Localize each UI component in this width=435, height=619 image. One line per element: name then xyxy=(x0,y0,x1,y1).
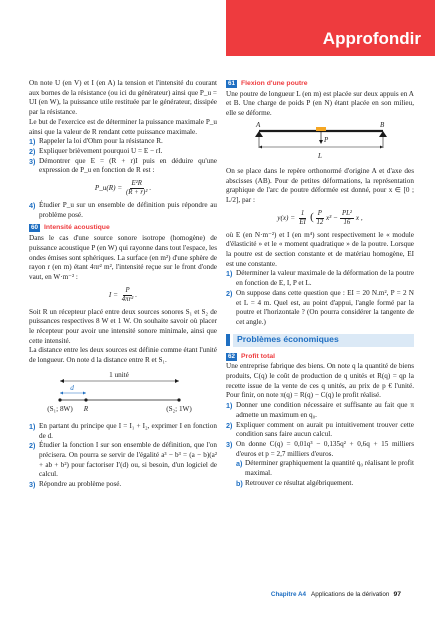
question-number: 1) xyxy=(29,421,36,431)
exercise-text: On se place dans le repère orthonormé d'origine A et d'axe des abscisses (AB). Pour de petites déformations, la représentation graphique de l'arc de poutre déformée est donné, pour x ∈ [0 ; L/2], par : xyxy=(226,166,414,204)
question-item xyxy=(226,401,414,420)
question-number: 2) xyxy=(29,441,36,451)
point-a-label: A xyxy=(256,120,261,129)
s2-label: (S₂; 1W) xyxy=(166,404,192,413)
eq-end: . xyxy=(135,290,138,299)
s1-label: (S₁; 8W) xyxy=(47,404,73,413)
section-title: Problèmes économiques xyxy=(233,334,414,347)
fraction xyxy=(122,287,134,304)
intro-paragraph: Le but de l'exercice est de déterminer la puissance maximale P_u ainsi que la valeur de R rendant cette puissance maximale. xyxy=(29,117,217,136)
exercise-text: où E (en N·m⁻²) et I (en m⁴) sont respectivement le « module d'élasticité » et le « moment quadratique » de la poutre. Lorsque la poutre est de section constante et de matériau homogène, EI est une constante. xyxy=(226,230,414,268)
question-text: Étudier P_u sur un ensemble de définition puis répondre au problème posé. xyxy=(39,201,217,219)
eq-lhs: I = xyxy=(108,290,118,299)
s2-point xyxy=(177,398,180,401)
question-item xyxy=(29,441,217,480)
question-item xyxy=(29,201,217,220)
question-text: Expliquer comment on aurait pu intuitivement trouver cette condition sans faire aucun calcul. xyxy=(236,420,414,439)
question-number: 3) xyxy=(29,156,36,166)
question-text: On donne C(q) = 0,01q³ − 0,135q² + 0,6q + 15 milliers d'euros et p = 2,7 milliers d'euros. xyxy=(236,439,414,458)
subquestion-letter: a) xyxy=(236,459,243,469)
denominator: 12 xyxy=(316,218,324,226)
unit-label: 1 unité xyxy=(109,370,129,379)
exercise-header xyxy=(226,352,414,362)
length-label: L xyxy=(318,151,322,160)
question-number: 1) xyxy=(226,269,233,279)
s1-point xyxy=(58,398,61,401)
question-item xyxy=(29,480,217,490)
question-number: 2) xyxy=(226,288,233,298)
equation-deformation: y(x) = $\frac{1}{EI}$ ( $\frac{P}{12}$ x³ − $\frac{\text{PL²}}{16}$ x , xyxy=(277,209,363,226)
exercise-badge: 62 xyxy=(228,352,236,360)
question-text: Expliquer brièvement pourquoi U = E − rI. xyxy=(39,146,163,155)
question-item xyxy=(29,147,217,157)
footer-chapter: Chapitre A4 xyxy=(270,591,307,598)
eq-lhs: P_u(R) = xyxy=(94,184,123,193)
numerator: 1 xyxy=(300,209,305,217)
eq-mid: x³ − xyxy=(325,213,338,222)
equation-puissance xyxy=(29,180,217,197)
sources-diagram xyxy=(29,368,217,418)
fraction xyxy=(299,210,306,227)
right-column xyxy=(226,79,414,489)
subquestion-item xyxy=(236,479,414,489)
question-text: Donner une condition nécessaire et suffisante au fait que π admette un maximum en q₀. xyxy=(236,401,414,419)
exercise-badge: 61 xyxy=(228,79,236,87)
numerator: P xyxy=(317,209,322,217)
beam-diagram xyxy=(226,121,414,163)
numerator: PL² xyxy=(341,209,352,217)
question-item xyxy=(226,440,414,459)
question-number: 1) xyxy=(29,137,36,147)
intro-paragraph: On note U (en V) et I (en A) la tension et l'intensité du courant aux bornes de la résistance (ou ici du générateur) ainsi que P_u = UI (en W), la puissance utile restituée par le générateur, dissipée par la résistance. xyxy=(29,79,217,117)
question-item xyxy=(29,137,217,147)
question-item xyxy=(29,157,217,176)
page-footer xyxy=(271,591,401,598)
exercise-text: Dans le cas d'une source sonore isotrope (homogène) de puissance acoustique P (en W) qui rayonne dans tout l'espace, les ondes émises sont sphériques. La surface (en m²) d'une sphère de rayon r (en m) étant 4πr² m², l'intensité reçue sur le front d'onde vaut, en W·m⁻² : xyxy=(29,234,217,281)
question-number: 2) xyxy=(29,146,36,156)
header-title: Approfondir xyxy=(322,29,421,48)
eq-end: x , xyxy=(355,213,363,222)
question-number: 4) xyxy=(29,201,36,211)
exercise-header xyxy=(29,223,217,233)
exercise-title: Profit total xyxy=(241,352,275,360)
r-label: R xyxy=(83,404,89,413)
subquestion-text: Déterminer graphiquement la quantité q₀ réalisant le profit maximal. xyxy=(245,459,414,478)
question-item xyxy=(29,422,217,441)
weight-label: P xyxy=(324,135,329,144)
question-number: 3) xyxy=(226,439,233,449)
load-block xyxy=(316,127,326,131)
exercise-title: Intensité acoustique xyxy=(44,224,110,232)
question-item xyxy=(226,289,414,328)
exercise-text: Une entreprise fabrique des biens. On note q la quantité de biens produits, C(q) le coût de production de q unités et R(q) = qp la recette issue de la vente de ces q unités, au prix de p € l'unité. Pour finir, on note π(q) = R(q) − C(q) le profit réalisé. xyxy=(226,362,414,400)
subquestion-letter: b) xyxy=(236,478,243,488)
exercise-header xyxy=(226,79,414,89)
question-text: Déterminer la valeur maximale de la déformation de la poutre en fonction de E, I, P et L. xyxy=(236,269,414,288)
question-item xyxy=(226,269,414,288)
question-text: Étudier la fonction I sur son ensemble de définition, que l'on précisera. On pourra se servir de l'égalité a³ − b³ = (a − b)(a² + ab + b²) pour factoriser I′(d) ou, si besoin, d'un logiciel de calcul. xyxy=(39,441,217,479)
question-item xyxy=(226,421,414,440)
numerator: P xyxy=(125,286,130,294)
footer-title: Applications de la dérivation xyxy=(311,591,390,598)
d-label: d xyxy=(70,383,74,392)
left-column xyxy=(29,79,217,490)
exercise-text: Soit R un récepteur placé entre deux sources sonores S₁ et S₂ de puissances respectives 8 W et 1 W. On souhaite savoir où placer le récepteur pour avoir une intensité sonore minimale, ainsi que cette intensité. xyxy=(29,307,217,345)
fraction xyxy=(316,210,324,227)
denominator: EI xyxy=(299,218,306,226)
section-heading xyxy=(226,334,414,347)
eq-lhs: y(x) = xyxy=(277,213,296,222)
denominator: (R + r)² xyxy=(126,189,148,197)
force-arrowhead xyxy=(319,140,323,144)
equation-intensite xyxy=(29,287,217,304)
exercise-badge: 60 xyxy=(31,224,39,232)
question-text: En partant du principe que I = I₁ + I₂, exprimer I en fonction de d. xyxy=(39,421,217,440)
fraction xyxy=(340,210,354,227)
fraction xyxy=(126,180,147,197)
point-b-label: B xyxy=(380,120,385,129)
numerator: E²R xyxy=(131,180,142,188)
question-text: On suppose dans cette question que : EI = 20 N.m², P = 2 N et L = 4 m. Quel est, au point d'appui, l'angle formé par la poutre et l'horizontale ? (On pourra considérer la tangente de cet angle.) xyxy=(236,288,414,326)
page-number: 97 xyxy=(393,591,401,598)
question-number: 1) xyxy=(226,401,233,411)
eq-end: . xyxy=(149,184,152,193)
exercise-text: La distance entre les deux sources est définie comme étant l'unité de longueur. On note d la distance entre R et S₁. xyxy=(29,346,217,365)
exercise-title: Flexion d'une poutre xyxy=(241,80,308,87)
denominator: 16 xyxy=(343,218,351,226)
question-number: 3) xyxy=(29,480,36,490)
r-point xyxy=(84,398,87,401)
question-number: 2) xyxy=(226,420,233,430)
question-text: Répondre au problème posé. xyxy=(39,480,122,489)
denominator: 4πr² xyxy=(121,295,134,303)
question-text: Démontrer que E = (R + r)I puis en déduire qu'une expression de P_u en fonction de R est : xyxy=(39,156,217,175)
exercise-text: Une poutre de longueur L (en m) est placée sur deux appuis en A et B. Une charge de poids P (en N) étant placée en son milieu, elle se déforme. xyxy=(226,89,414,118)
question-text: Rappeler la loi d'Ohm pour la résistance R. xyxy=(39,137,163,146)
section-marker xyxy=(226,334,230,346)
header-banner xyxy=(226,0,435,56)
subquestion-text: Retrouver ce résultat algébriquement. xyxy=(245,478,354,487)
subquestion-item xyxy=(236,459,414,478)
